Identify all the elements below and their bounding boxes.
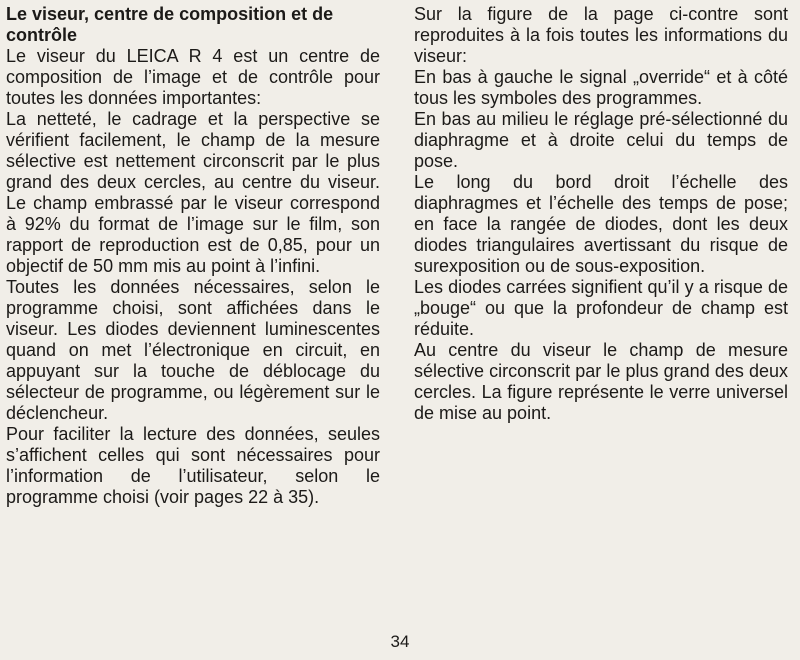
right-column bbox=[414, 4, 788, 424]
paragraph-override-signal: En bas à gauche le signal „override“ et à côté tous les symboles des programmes. bbox=[414, 67, 788, 108]
left-column bbox=[6, 4, 380, 508]
paragraph-scales: Le long du bord droit l’échelle des diaphragmes et l’échelle des temps de pose; en face la rangée de diodes, dont les deux diodes triangulaires avertissant du risque de surexposition ou de sous-exposition. bbox=[414, 172, 788, 276]
paragraph-intro: Le viseur du LEICA R 4 est un centre de composition de l’image et de contrôle pour toutes les données importantes: bbox=[6, 46, 380, 108]
paragraph-sharpness: La netteté, le cadrage et la perspective se vérifient facilement, le champ de la mesure sélective est nettement circonscrit par le plus grand des deux cercles, au centre du viseur. Le champ embrassé par le viseur correspond à 92% du format de l’image sur le film, son rapport de reproduction est de 0,85, pour un objectif de 50 mm mis au point à l’infini. bbox=[6, 109, 380, 276]
page-number: 34 bbox=[390, 632, 410, 651]
paragraph-figure-intro: Sur la figure de la page ci-contre sont reproduites à la fois toutes les informations du viseur: bbox=[414, 4, 788, 66]
paragraph-aperture-setting: En bas au milieu le réglage pré-sélectionné du diaphragme et à droite celui du temps de pose. bbox=[414, 109, 788, 171]
paragraph-reading: Pour faciliter la lecture des données, seules s’affichent celles qui sont nécessaires pour l’information de l’utilisateur, selon le programme choisi (voir pages 22 à 35). bbox=[6, 424, 380, 507]
paragraph-displayed-data: Toutes les données nécessaires, selon le programme choisi, sont affichées dans le viseur. Les diodes deviennent luminescentes quand on met l’électronique en circuit, en appuyant sur la touche de déblocage du sélecteur de programme, ou légèrement sur le déclencheur. bbox=[6, 277, 380, 423]
paragraph-metering-field: Au centre du viseur le champ de mesure sélective circonscrit par le plus grand des deux cercles. La figure représente le verre universel de mise au point. bbox=[414, 340, 788, 423]
section-heading: Le viseur, centre de composition et de contrôle bbox=[6, 4, 334, 45]
paragraph-square-diodes: Les diodes carrées signifient qu’il y a risque de „bouge“ ou que la profondeur de champ est réduite. bbox=[414, 277, 788, 339]
